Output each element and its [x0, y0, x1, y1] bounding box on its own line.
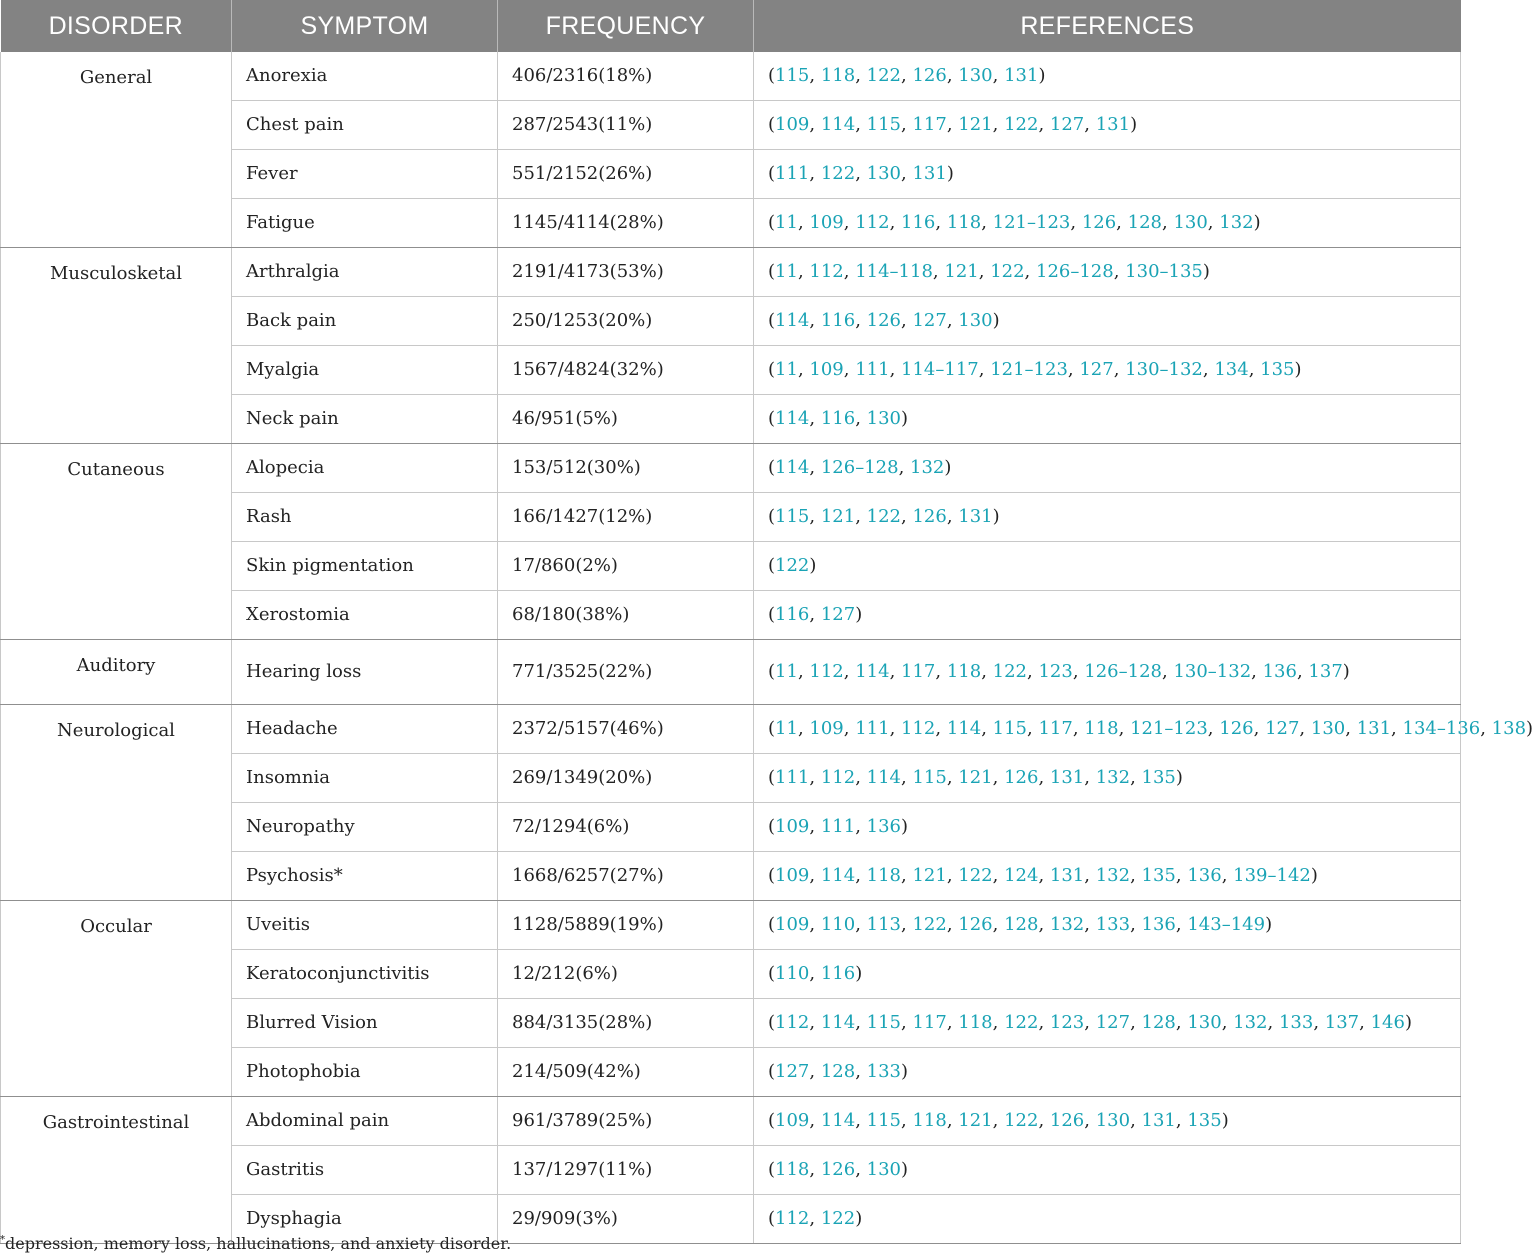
reference-link[interactable]: 131: [1049, 767, 1085, 788]
reference-link[interactable]: 122: [866, 65, 902, 86]
symptom-cell: Psychosis*: [232, 852, 498, 901]
reference-link[interactable]: 131: [1049, 865, 1085, 886]
references-cell: (115, 121, 122, 126, 131): [754, 493, 1461, 542]
reference-link[interactable]: 109: [775, 1110, 810, 1131]
reference-link[interactable]: 130: [1310, 718, 1346, 739]
reference-link[interactable]: 121: [958, 1110, 993, 1131]
reference-link[interactable]: 117: [912, 1012, 947, 1033]
reference-link[interactable]: 136: [866, 816, 902, 837]
column-header-frequency: FREQUENCY: [498, 0, 754, 52]
reference-link[interactable]: 109: [775, 816, 810, 837]
symptom-cell: Dysphagia: [232, 1195, 498, 1244]
reference-link[interactable]: 132: [1233, 1012, 1268, 1033]
references-cell: (114, 126–128, 132): [754, 444, 1461, 493]
reference-link[interactable]: 132: [910, 457, 945, 478]
reference-link[interactable]: 127: [1079, 359, 1114, 380]
reference-link[interactable]: 118: [1084, 718, 1119, 739]
reference-link[interactable]: 111: [775, 767, 810, 788]
reference-link[interactable]: 124: [1004, 865, 1039, 886]
reference-link[interactable]: 114: [866, 767, 902, 788]
references-cell: (11, 109, 111, 114–117, 121–123, 127, 130–132, 134, 135): [754, 346, 1461, 395]
frequency-cell: 2372/5157(46%): [498, 705, 754, 754]
reference-link[interactable]: 133: [1278, 1012, 1314, 1033]
symptom-cell: Fatigue: [232, 199, 498, 248]
reference-link[interactable]: 11: [775, 212, 798, 233]
table-row: [1, 640, 1461, 705]
references-cell: (111, 122, 130, 131): [754, 150, 1461, 199]
column-header-symptom: SYMPTOM: [232, 0, 498, 52]
reference-link[interactable]: 116: [820, 963, 856, 984]
reference-link[interactable]: 133: [1095, 914, 1131, 935]
symptom-cell: Neuropathy: [232, 803, 498, 852]
frequency-cell: 250/1253(20%): [498, 297, 754, 346]
reference-link[interactable]: 112: [775, 1208, 810, 1229]
references-cell: (122): [754, 542, 1461, 591]
references-cell: (114, 116, 126, 127, 130): [754, 297, 1461, 346]
symptom-cell: Hearing loss: [232, 640, 498, 705]
frequency-cell: 214/509(42%): [498, 1048, 754, 1097]
references-cell: (127, 128, 133): [754, 1048, 1461, 1097]
reference-link[interactable]: 11: [775, 661, 798, 682]
disorder-cell: Gastrointestinal: [1, 1097, 232, 1244]
references-cell: (11, 112, 114–118, 121, 122, 126–128, 130–135): [754, 248, 1461, 297]
reference-link[interactable]: 114: [820, 114, 856, 135]
reference-link[interactable]: 114: [775, 408, 810, 429]
reference-link[interactable]: 114: [855, 661, 890, 682]
reference-link[interactable]: 111: [820, 816, 856, 837]
frequency-cell: 46/951(5%): [498, 395, 754, 444]
reference-link[interactable]: 126: [1219, 718, 1254, 739]
reference-link[interactable]: 136: [1141, 914, 1176, 935]
table-row: [1, 248, 1461, 297]
reference-link[interactable]: 111: [855, 359, 890, 380]
table-row: [1, 1097, 1461, 1146]
reference-link[interactable]: 115: [866, 1110, 902, 1131]
reference-link[interactable]: 128: [1004, 914, 1039, 935]
reference-link[interactable]: 121: [820, 506, 856, 527]
reference-link[interactable]: 130: [958, 310, 993, 331]
reference-link[interactable]: 121: [958, 114, 993, 135]
references-cell: (109, 110, 113, 122, 126, 128, 132, 133, 136, 143–149): [754, 901, 1461, 950]
reference-link[interactable]: 112: [809, 661, 844, 682]
table-row: [1, 705, 1461, 754]
reference-link[interactable]: 122: [992, 661, 1027, 682]
frequency-cell: 153/512(30%): [498, 444, 754, 493]
frequency-cell: 1128/5889(19%): [498, 901, 754, 950]
frequency-cell: 29/909(3%): [498, 1195, 754, 1244]
references-cell: (109, 114, 115, 118, 121, 122, 126, 130, 131, 135): [754, 1097, 1461, 1146]
reference-link[interactable]: 127: [1265, 718, 1300, 739]
symptom-cell: Myalgia: [232, 346, 498, 395]
reference-link[interactable]: 134: [1214, 359, 1249, 380]
reference-link[interactable]: 109: [775, 914, 810, 935]
reference-link[interactable]: 134–136: [1402, 718, 1481, 739]
reference-link[interactable]: 122: [1004, 114, 1039, 135]
reference-link[interactable]: 123: [1049, 1012, 1085, 1033]
reference-link[interactable]: 131: [1141, 1110, 1176, 1131]
reference-link[interactable]: 11: [775, 261, 798, 282]
reference-link[interactable]: 117: [912, 114, 947, 135]
symptom-cell: Chest pain: [232, 101, 498, 150]
reference-link[interactable]: 115: [992, 718, 1027, 739]
reference-link[interactable]: 109: [809, 212, 844, 233]
frequency-cell: 961/3789(25%): [498, 1097, 754, 1146]
reference-link[interactable]: 130–132: [1173, 661, 1252, 682]
symptom-cell: Abdominal pain: [232, 1097, 498, 1146]
reference-link[interactable]: 127: [1049, 114, 1085, 135]
reference-link[interactable]: 132: [1049, 914, 1085, 935]
frequency-cell: 287/2543(11%): [498, 101, 754, 150]
reference-link[interactable]: 126: [912, 506, 947, 527]
reference-link[interactable]: 126: [820, 1159, 856, 1180]
reference-link[interactable]: 131: [1095, 114, 1131, 135]
reference-link[interactable]: 132: [1219, 212, 1254, 233]
symptom-cell: Insomnia: [232, 754, 498, 803]
reference-link[interactable]: 132: [1095, 767, 1131, 788]
symptom-cell: Back pain: [232, 297, 498, 346]
reference-link[interactable]: 123: [1038, 661, 1073, 682]
frequency-cell: 166/1427(12%): [498, 493, 754, 542]
reference-link[interactable]: 130: [1173, 212, 1208, 233]
reference-link[interactable]: 116: [820, 310, 856, 331]
reference-link[interactable]: 117: [1038, 718, 1073, 739]
reference-link[interactable]: 114: [775, 457, 810, 478]
reference-link[interactable]: 122: [958, 865, 993, 886]
frequency-cell: 771/3525(22%): [498, 640, 754, 705]
reference-link[interactable]: 112: [775, 1012, 810, 1033]
reference-link[interactable]: 110: [775, 963, 810, 984]
reference-link[interactable]: 112: [855, 212, 890, 233]
reference-link[interactable]: 138: [1491, 718, 1527, 739]
table-row: [1, 901, 1461, 950]
frequency-cell: 884/3135(28%): [498, 999, 754, 1048]
reference-link[interactable]: 146: [1370, 1012, 1405, 1033]
references-cell: (110, 116): [754, 950, 1461, 999]
reference-link[interactable]: 112: [809, 261, 844, 282]
column-header-references: REFERENCES: [754, 0, 1461, 52]
symptom-cell: Gastritis: [232, 1146, 498, 1195]
reference-link[interactable]: 109: [775, 114, 810, 135]
frequency-cell: 1145/4114(28%): [498, 199, 754, 248]
footnote-marker: *: [0, 1234, 5, 1246]
reference-link[interactable]: 128: [1127, 212, 1162, 233]
reference-link[interactable]: 133: [866, 1061, 902, 1082]
reference-link[interactable]: 122: [1004, 1012, 1039, 1033]
reference-link[interactable]: 126–128: [1084, 661, 1162, 682]
reference-link[interactable]: 118: [775, 1159, 810, 1180]
reference-link[interactable]: 122: [820, 1208, 856, 1229]
symptom-cell: Fever: [232, 150, 498, 199]
reference-link[interactable]: 110: [820, 914, 856, 935]
reference-link[interactable]: 127: [820, 604, 856, 625]
reference-link[interactable]: 115: [866, 1012, 902, 1033]
symptom-cell: Keratoconjunctivitis: [232, 950, 498, 999]
references-cell: (118, 126, 130): [754, 1146, 1461, 1195]
reference-link[interactable]: 131: [958, 506, 993, 527]
reference-link[interactable]: 114: [820, 1110, 856, 1131]
disorder-cell: Neurological: [1, 705, 232, 901]
reference-link[interactable]: 127: [912, 310, 947, 331]
reference-link[interactable]: 126: [912, 65, 947, 86]
reference-link[interactable]: 118: [912, 1110, 947, 1131]
reference-link[interactable]: 143–149: [1187, 914, 1266, 935]
reference-link[interactable]: 112: [820, 767, 856, 788]
frequency-cell: 406/2316(18%): [498, 52, 754, 101]
reference-link[interactable]: 135: [1141, 767, 1176, 788]
reference-link[interactable]: 122: [775, 555, 810, 576]
reference-link[interactable]: 112: [901, 718, 936, 739]
reference-link[interactable]: 114–117: [901, 359, 979, 380]
reference-link[interactable]: 131: [1356, 718, 1392, 739]
frequency-cell: 68/180(38%): [498, 591, 754, 640]
symptom-cell: Rash: [232, 493, 498, 542]
symptom-cell: Arthralgia: [232, 248, 498, 297]
footnote-text: depression, memory loss, hallucinations, and anxiety disorder.: [5, 1234, 512, 1253]
frequency-cell: 17/860(2%): [498, 542, 754, 591]
frequency-cell: 269/1349(20%): [498, 754, 754, 803]
reference-link[interactable]: 122: [866, 506, 902, 527]
reference-link[interactable]: 137: [1324, 1012, 1360, 1033]
table-footnote: [0, 1234, 511, 1253]
reference-link[interactable]: 118: [866, 865, 902, 886]
symptom-cell: Blurred Vision: [232, 999, 498, 1048]
references-cell: (116, 127): [754, 591, 1461, 640]
reference-link[interactable]: 111: [855, 718, 890, 739]
references-cell: (114, 116, 130): [754, 395, 1461, 444]
reference-link[interactable]: 139–142: [1233, 865, 1311, 886]
symptom-cell: Alopecia: [232, 444, 498, 493]
symptom-cell: Anorexia: [232, 52, 498, 101]
reference-link[interactable]: 121: [958, 767, 993, 788]
reference-link[interactable]: 115: [866, 114, 902, 135]
reference-link[interactable]: 136: [1187, 865, 1222, 886]
reference-link[interactable]: 135: [1187, 1110, 1222, 1131]
reference-link[interactable]: 130–132: [1125, 359, 1203, 380]
reference-link[interactable]: 113: [866, 914, 902, 935]
reference-link[interactable]: 130: [866, 408, 902, 429]
reference-link[interactable]: 126: [1004, 767, 1039, 788]
reference-link[interactable]: 114: [775, 310, 810, 331]
reference-link[interactable]: 111: [775, 163, 810, 184]
reference-link[interactable]: 132: [1095, 865, 1131, 886]
frequency-cell: 72/1294(6%): [498, 803, 754, 852]
reference-link[interactable]: 126: [958, 914, 993, 935]
frequency-cell: 137/1297(11%): [498, 1146, 754, 1195]
reference-link[interactable]: 126: [866, 310, 902, 331]
reference-link[interactable]: 135: [1141, 865, 1176, 886]
reference-link[interactable]: 130: [866, 163, 902, 184]
reference-link[interactable]: 127: [775, 1061, 810, 1082]
reference-link[interactable]: 128: [1141, 1012, 1176, 1033]
reference-link[interactable]: 126: [1081, 212, 1117, 233]
reference-link[interactable]: 117: [901, 661, 936, 682]
reference-link[interactable]: 121–123: [990, 359, 1068, 380]
symptom-cell: Neck pain: [232, 395, 498, 444]
disorder-cell: Musculosketal: [1, 248, 232, 444]
table-row: [1, 52, 1461, 101]
reference-link[interactable]: 109: [809, 718, 844, 739]
reference-link[interactable]: 131: [912, 163, 947, 184]
reference-link[interactable]: 122: [912, 914, 947, 935]
frequency-cell: 12/212(6%): [498, 950, 754, 999]
frequency-cell: 551/2152(26%): [498, 150, 754, 199]
reference-link[interactable]: 130–135: [1125, 261, 1203, 282]
table-body: [1, 52, 1533, 1244]
reference-link[interactable]: 121–123: [1130, 718, 1208, 739]
frequency-cell: 2191/4173(53%): [498, 248, 754, 297]
reference-link[interactable]: 109: [809, 359, 844, 380]
reference-link[interactable]: 114: [820, 1012, 856, 1033]
references-cell: (11, 112, 114, 117, 118, 122, 123, 126–128, 130–132, 136, 137): [754, 640, 1461, 705]
reference-link[interactable]: 121: [912, 865, 947, 886]
reference-link[interactable]: 11: [775, 359, 798, 380]
reference-link[interactable]: 109: [775, 865, 810, 886]
reference-link[interactable]: 130: [958, 65, 993, 86]
reference-link[interactable]: 128: [820, 1061, 856, 1082]
reference-link[interactable]: 122: [990, 261, 1025, 282]
references-cell: (112, 122): [754, 1195, 1461, 1244]
reference-link[interactable]: 118: [820, 65, 856, 86]
symptom-cell: Skin pigmentation: [232, 542, 498, 591]
references-cell: (111, 112, 114, 115, 121, 126, 131, 132, 135): [754, 754, 1461, 803]
disorder-cell: General: [1, 52, 232, 248]
reference-link[interactable]: 130: [1095, 1110, 1131, 1131]
symptom-cell: Headache: [232, 705, 498, 754]
reference-link[interactable]: 126–128: [1036, 261, 1114, 282]
reference-link[interactable]: 115: [775, 65, 810, 86]
reference-link[interactable]: 122: [820, 163, 856, 184]
reference-link[interactable]: 135: [1260, 359, 1295, 380]
references-cell: (115, 118, 122, 126, 130, 131): [754, 52, 1461, 101]
reference-link[interactable]: 116: [775, 604, 810, 625]
frequency-cell: 1567/4824(32%): [498, 346, 754, 395]
reference-link[interactable]: 11: [775, 718, 798, 739]
reference-link[interactable]: 130: [1187, 1012, 1222, 1033]
reference-link[interactable]: 114: [820, 865, 856, 886]
reference-link[interactable]: 126: [1049, 1110, 1085, 1131]
table-row: [1, 444, 1461, 493]
table-header-row: [1, 0, 1461, 52]
symptom-cell: Xerostomia: [232, 591, 498, 640]
reference-link[interactable]: 127: [1095, 1012, 1131, 1033]
reference-link[interactable]: 118: [946, 212, 982, 233]
symptom-cell: Photophobia: [232, 1048, 498, 1097]
references-cell: (109, 114, 118, 121, 122, 124, 131, 132, 135, 136, 139–142): [754, 852, 1461, 901]
reference-link[interactable]: 114–118: [855, 261, 933, 282]
references-cell: (109, 111, 136): [754, 803, 1461, 852]
reference-link[interactable]: 137: [1308, 661, 1343, 682]
reference-link[interactable]: 130: [866, 1159, 902, 1180]
reference-link[interactable]: 115: [775, 506, 810, 527]
disorder-cell: Auditory: [1, 640, 232, 705]
references-cell: (11, 109, 111, 112, 114, 115, 117, 118, 121–123, 126, 127, 130, 131, 134–136, 138): [754, 705, 1461, 754]
symptom-cell: Uveitis: [232, 901, 498, 950]
reference-link[interactable]: 115: [912, 767, 947, 788]
column-header-disorder: DISORDER: [1, 0, 232, 52]
references-cell: (112, 114, 115, 117, 118, 122, 123, 127, 128, 130, 132, 133, 137, 146): [754, 999, 1461, 1048]
reference-link[interactable]: 131: [1004, 65, 1039, 86]
references-cell: (11, 109, 112, 116, 118, 121–123, 126, 128, 130, 132): [754, 199, 1461, 248]
reference-link[interactable]: 116: [820, 408, 856, 429]
reference-link[interactable]: 121: [944, 261, 979, 282]
reference-link[interactable]: 136: [1262, 661, 1297, 682]
reference-link[interactable]: 114: [946, 718, 982, 739]
frequency-cell: 1668/6257(27%): [498, 852, 754, 901]
reference-link[interactable]: 121–123: [992, 212, 1071, 233]
reference-link[interactable]: 116: [901, 212, 936, 233]
disorder-cell: Cutaneous: [1, 444, 232, 640]
reference-link[interactable]: 118: [958, 1012, 993, 1033]
reference-link[interactable]: 122: [1004, 1110, 1039, 1131]
reference-link[interactable]: 118: [946, 661, 982, 682]
disorder-cell: Occular: [1, 901, 232, 1097]
references-cell: (109, 114, 115, 117, 121, 122, 127, 131): [754, 101, 1461, 150]
reference-link[interactable]: 126–128: [820, 457, 899, 478]
